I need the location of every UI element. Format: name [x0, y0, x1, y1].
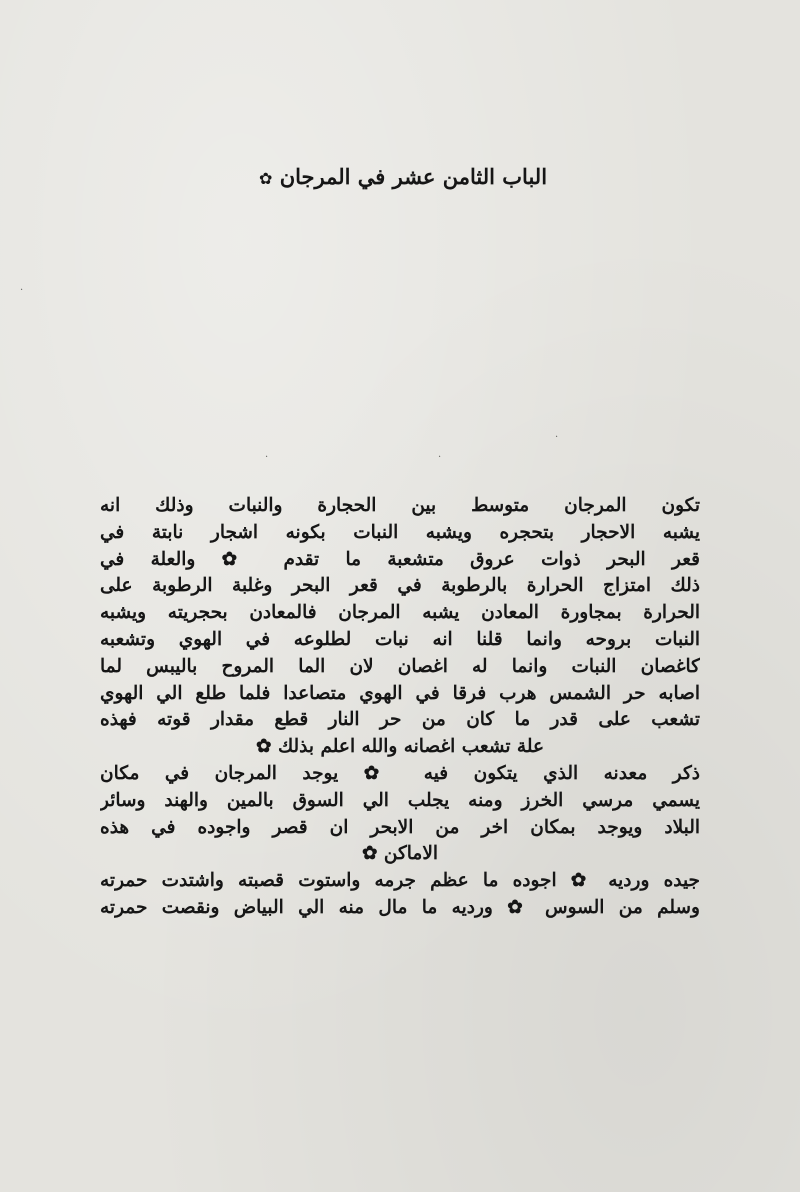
paper-speck: · — [265, 452, 269, 463]
text-line: علة تشعب اغصانه والله اعلم بذلك ✿ — [256, 736, 544, 758]
text-line: الاماكن ✿ — [361, 843, 439, 865]
text-line: يسمي مرسي الخرز ومنه يجلب الي السوق بالمين والهند وسائر — [100, 789, 700, 811]
text-line: جيده ورديه ✿ اجوده ما عظم جرمه واستوت قصبته واشتدت حمرته — [100, 870, 700, 892]
paper-speck: · — [20, 285, 24, 296]
text-line: النبات بروحه وانما قلنا انه نبات لطلوعه في الهوي وتشعبه — [100, 628, 700, 650]
text-line: الحرارة بمجاورة المعادن يشبه المرجان فالمعادن بحجريته ويشبه — [100, 602, 700, 624]
text-line: البلاد ويوجد بمكان اخر من الابحر ان قصر واجوده في هذه — [100, 816, 700, 838]
text-line: يشبه الاحجار بتحجره ويشبه النبات بكونه اشجار نابتة في — [100, 521, 700, 543]
chapter-heading — [150, 164, 650, 189]
chapter-title-text: الباب الثامن عشر في المرجان — [279, 164, 548, 189]
chapter-body — [100, 493, 700, 922]
text-line: ذلك امتزاج الحرارة بالرطوبة في قعر البحر وغلبة الرطوبة على — [100, 575, 700, 597]
text-line: قعر البحر ذوات عروق متشعبة ما تقدم ✿ والعلة في — [100, 548, 700, 570]
text-line: وسلم من السوس ✿ ورديه ما مال منه الي البياض ونقصت حمرته — [100, 896, 700, 918]
text-line: ذكر معدنه الذي يتكون فيه ✿ يوجد المرجان في مكان — [100, 762, 700, 784]
flower-ornament-icon: ✿ — [258, 169, 273, 188]
text-line: تكون المرجان متوسط بين الحجارة والنبات وذلك انه — [100, 495, 700, 516]
text-line: كاغصان النبات وانما له اغصان لان الما المروح باليبس لما — [100, 655, 700, 677]
paper-speck: · — [555, 432, 559, 443]
paper-speck: · — [438, 452, 442, 463]
text-line: اصابه حر الشمس هرب فرقا في الهوي متصاعدا فلما طلع الي الهوي — [100, 682, 700, 704]
text-line: تشعب على قدر ما كان من حر النار قطع مقدار قوته فهذه — [100, 709, 700, 731]
